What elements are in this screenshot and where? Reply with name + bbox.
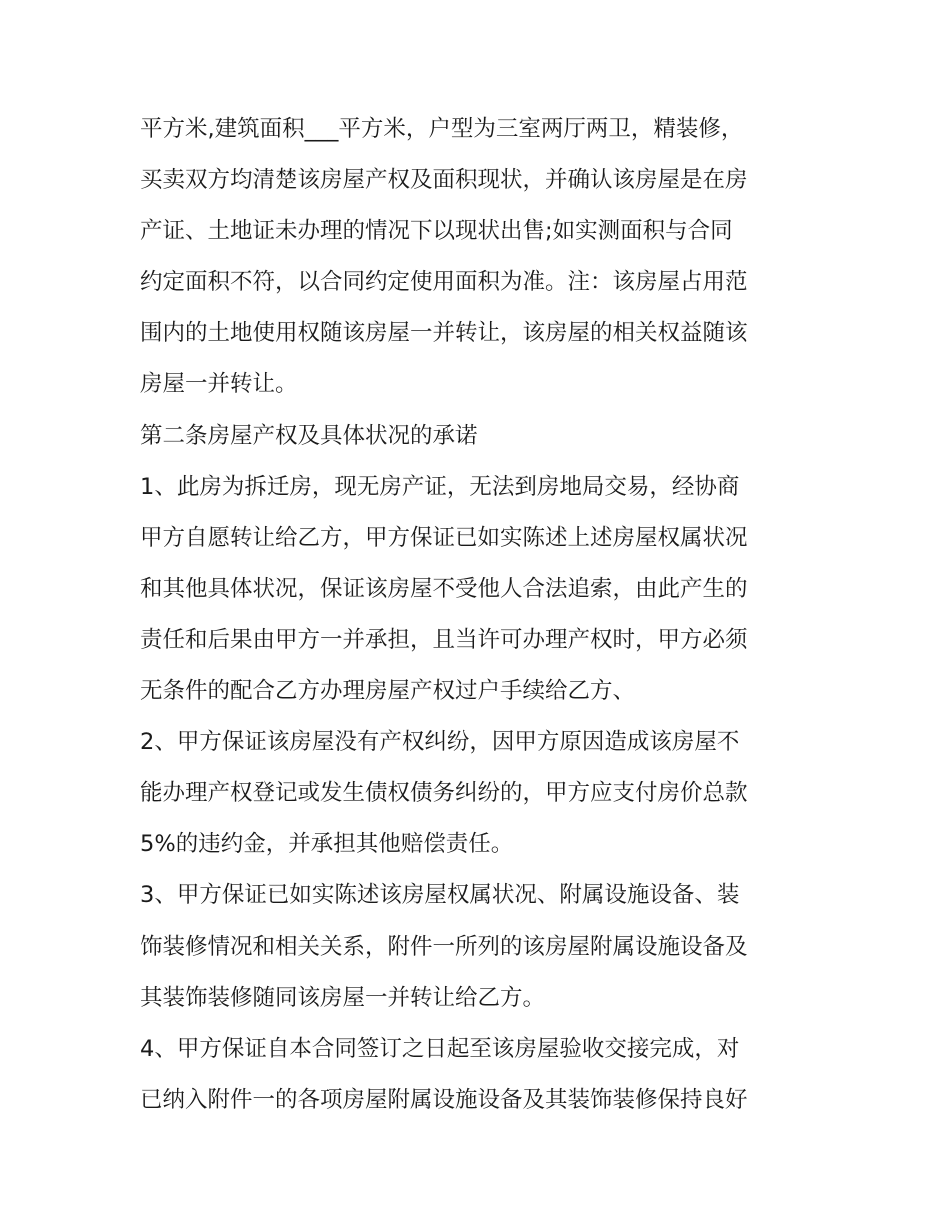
text-line: 3、甲方保证已如实陈述该房屋权属状况、附属设施设备、装 xyxy=(140,882,740,909)
text-line: 5%的违约金，并承担其他赔偿责任。 xyxy=(140,831,514,858)
text-line: 甲方自愿转让给乙方，甲方保证已如实陈述上述房屋权属状况 xyxy=(140,524,748,551)
text-line: 平方米,建筑面积___平方米，户型为三室两厅两卫，精装修， xyxy=(140,116,744,142)
text-line: 围内的土地使用权随该房屋一并转让，该房屋的相关权益随该 xyxy=(140,320,748,347)
text-line: 约定面积不符，以合同约定使用面积为准。注：该房屋占用范 xyxy=(140,269,748,296)
section-heading: 第二条房屋产权及具体状况的承诺 xyxy=(140,422,478,449)
text-line: 4、甲方保证自本合同签订之日起至该房屋验收交接完成，对 xyxy=(140,1035,740,1062)
text-line: 能办理产权登记或发生债权债务纠纷的，甲方应支付房价总款 xyxy=(140,780,748,807)
text-line: 饰装修情况和相关关系，附件一所列的该房屋附属设施设备及 xyxy=(140,933,748,960)
text-line: 1、此房为拆迁房，现无房产证，无法到房地局交易，经协商 xyxy=(140,473,740,500)
text-line: 责任和后果由甲方一并承担，且当许可办理产权时，甲方必须 xyxy=(140,626,748,653)
text-line: 无条件的配合乙方办理房屋产权过户手续给乙方、 xyxy=(140,678,636,705)
text-line: 已纳入附件一的各项房屋附属设施设备及其装饰装修保持良好 xyxy=(140,1086,748,1113)
document-body xyxy=(140,104,830,1126)
text-line: 房屋一并转让。 xyxy=(140,371,298,398)
text-line: 2、甲方保证该房屋没有产权纠纷，因甲方原因造成该房屋不 xyxy=(140,729,740,756)
text-line: 其装饰装修随同该房屋一并转让给乙方。 xyxy=(140,984,546,1011)
text-line: 买卖双方均清楚该房屋产权及面积现状，并确认该房屋是在房 xyxy=(140,167,748,194)
text-line: 产证、土地证未办理的情况下以现状出售;如实测面积与合同 xyxy=(140,218,733,245)
text-line: 和其他具体状况，保证该房屋不受他人合法追索，由此产生的 xyxy=(140,575,748,602)
